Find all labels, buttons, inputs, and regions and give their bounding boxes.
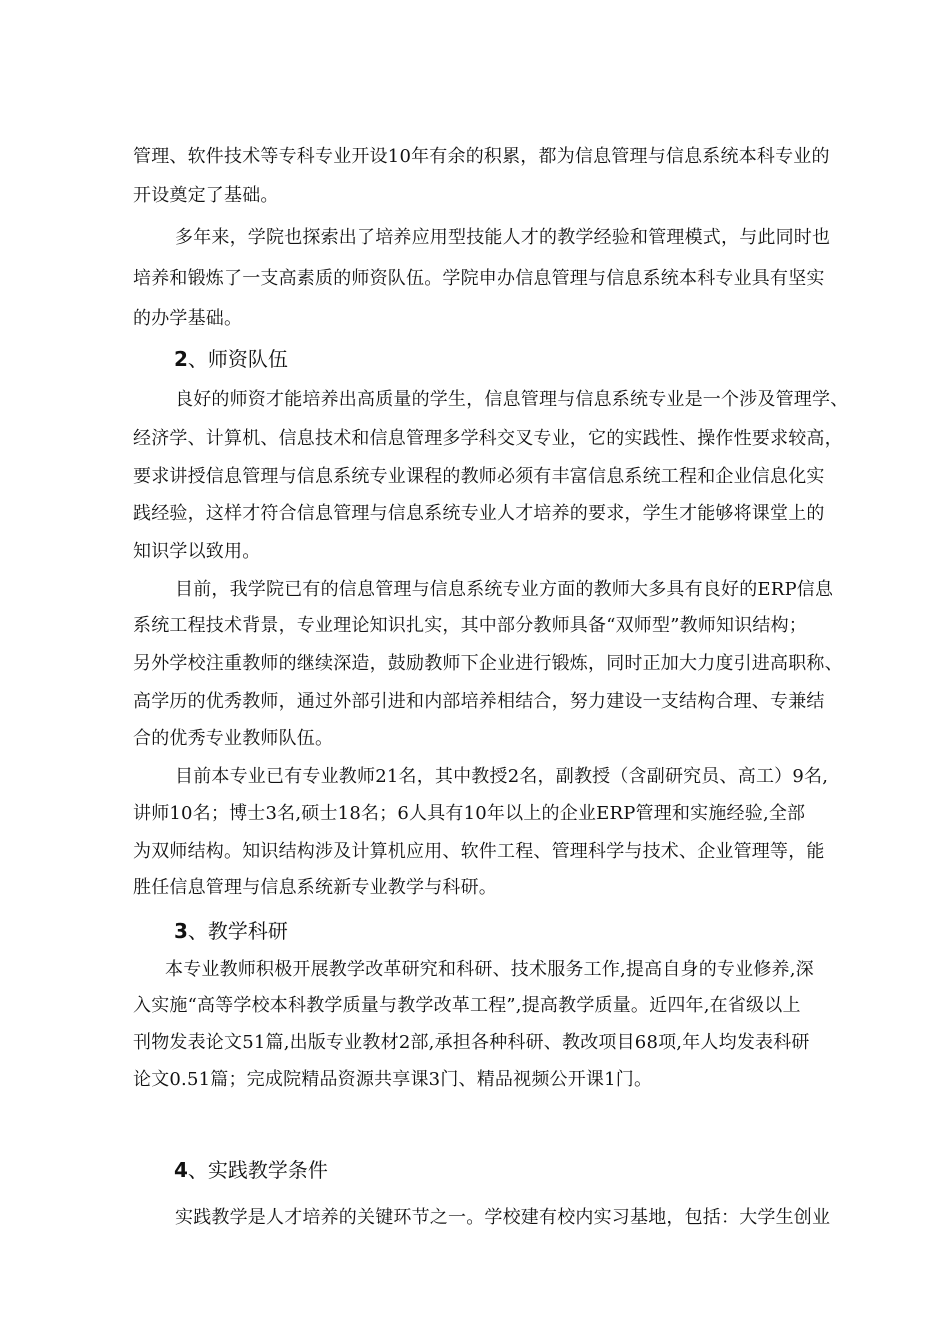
text-line: 讲师10名；博士3名,硕士18名；6人具有10年以上的企业ERP管理和实施经验,全部 <box>133 803 806 824</box>
text-line: 本专业教师积极开展教学改革研究和科研、技术服务工作,提高自身的专业修养,深 <box>165 959 814 980</box>
text-line: 的办学基础。 <box>133 308 243 329</box>
text-line: 胜任信息管理与信息系统新专业教学与科研。 <box>133 877 497 898</box>
text-line: 系统工程技术背景，专业理论知识扎实，其中部分教师具备“双师型”教师知识结构； <box>133 615 808 636</box>
text-line: 多年来，学院也探索出了培养应用型技能人才的教学经验和管理模式，与此同时也 <box>175 227 831 248</box>
text-line: 培养和锻炼了一支高素质的师资队伍。学院申办信息管理与信息系统本科专业具有坚实 <box>133 268 825 289</box>
section-title: 、实践教学条件 <box>187 1158 328 1182</box>
section-title: 、师资队伍 <box>187 347 288 371</box>
section-heading-2 <box>174 346 288 372</box>
text-line: 经济学、计算机、信息技术和信息管理多学科交叉专业，它的实践性、操作性要求较高， <box>133 428 843 449</box>
section-title: 、教学科研 <box>187 919 288 943</box>
section-heading-3 <box>174 918 288 944</box>
section-number: 3 <box>174 919 188 943</box>
text-line: 良好的师资才能培养出高质量的学生，信息管理与信息系统专业是一个涉及管理学、 <box>175 389 849 410</box>
text-line: 为双师结构。知识结构涉及计算机应用、软件工程、管理科学与技术、企业管理等，能 <box>133 841 825 862</box>
text-line: 开设奠定了基础。 <box>133 185 279 206</box>
text-line: 入实施“高等学校本科教学质量与教学改革工程”,提高教学质量。近四年,在省级以上 <box>133 995 801 1016</box>
section-number: 2 <box>174 347 188 371</box>
text-line: 实践教学是人才培养的关键环节之一。学校建有校内实习基地，包括：大学生创业 <box>175 1207 831 1228</box>
section-number: 4 <box>174 1158 188 1182</box>
text-line: 践经验，这样才符合信息管理与信息系统专业人才培养的要求，学生才能够将课堂上的 <box>133 503 825 524</box>
text-line: 要求讲授信息管理与信息系统专业课程的教师必须有丰富信息系统工程和企业信息化实 <box>133 466 825 487</box>
text-line: 管理、软件技术等专科专业开设10年有余的积累，都为信息管理与信息系统本科专业的 <box>133 146 830 167</box>
text-line: 另外学校注重教师的继续深造，鼓励教师下企业进行锻炼，同时正加大力度引进高职称、 <box>133 653 843 674</box>
section-heading-4 <box>174 1157 328 1183</box>
text-line: 目前本专业已有专业教师21名，其中教授2名，副教授（含副研究员、高工）9名, <box>175 766 829 787</box>
text-line: 高学历的优秀教师，通过外部引进和内部培养相结合，努力建设一支结构合理、专兼结 <box>133 691 825 712</box>
text-line: 合的优秀专业教师队伍。 <box>133 728 334 749</box>
text-line: 论文0.51篇；完成院精品资源共享课3门、精品视频公开课1门。 <box>133 1069 653 1090</box>
text-line: 刊物发表论文51篇,出版专业教材2部,承担各种科研、教改项目68项,年人均发表科研 <box>133 1032 810 1053</box>
text-line: 目前，我学院已有的信息管理与信息系统专业方面的教师大多具有良好的ERP信息 <box>175 579 834 600</box>
text-line: 知识学以致用。 <box>133 541 261 562</box>
